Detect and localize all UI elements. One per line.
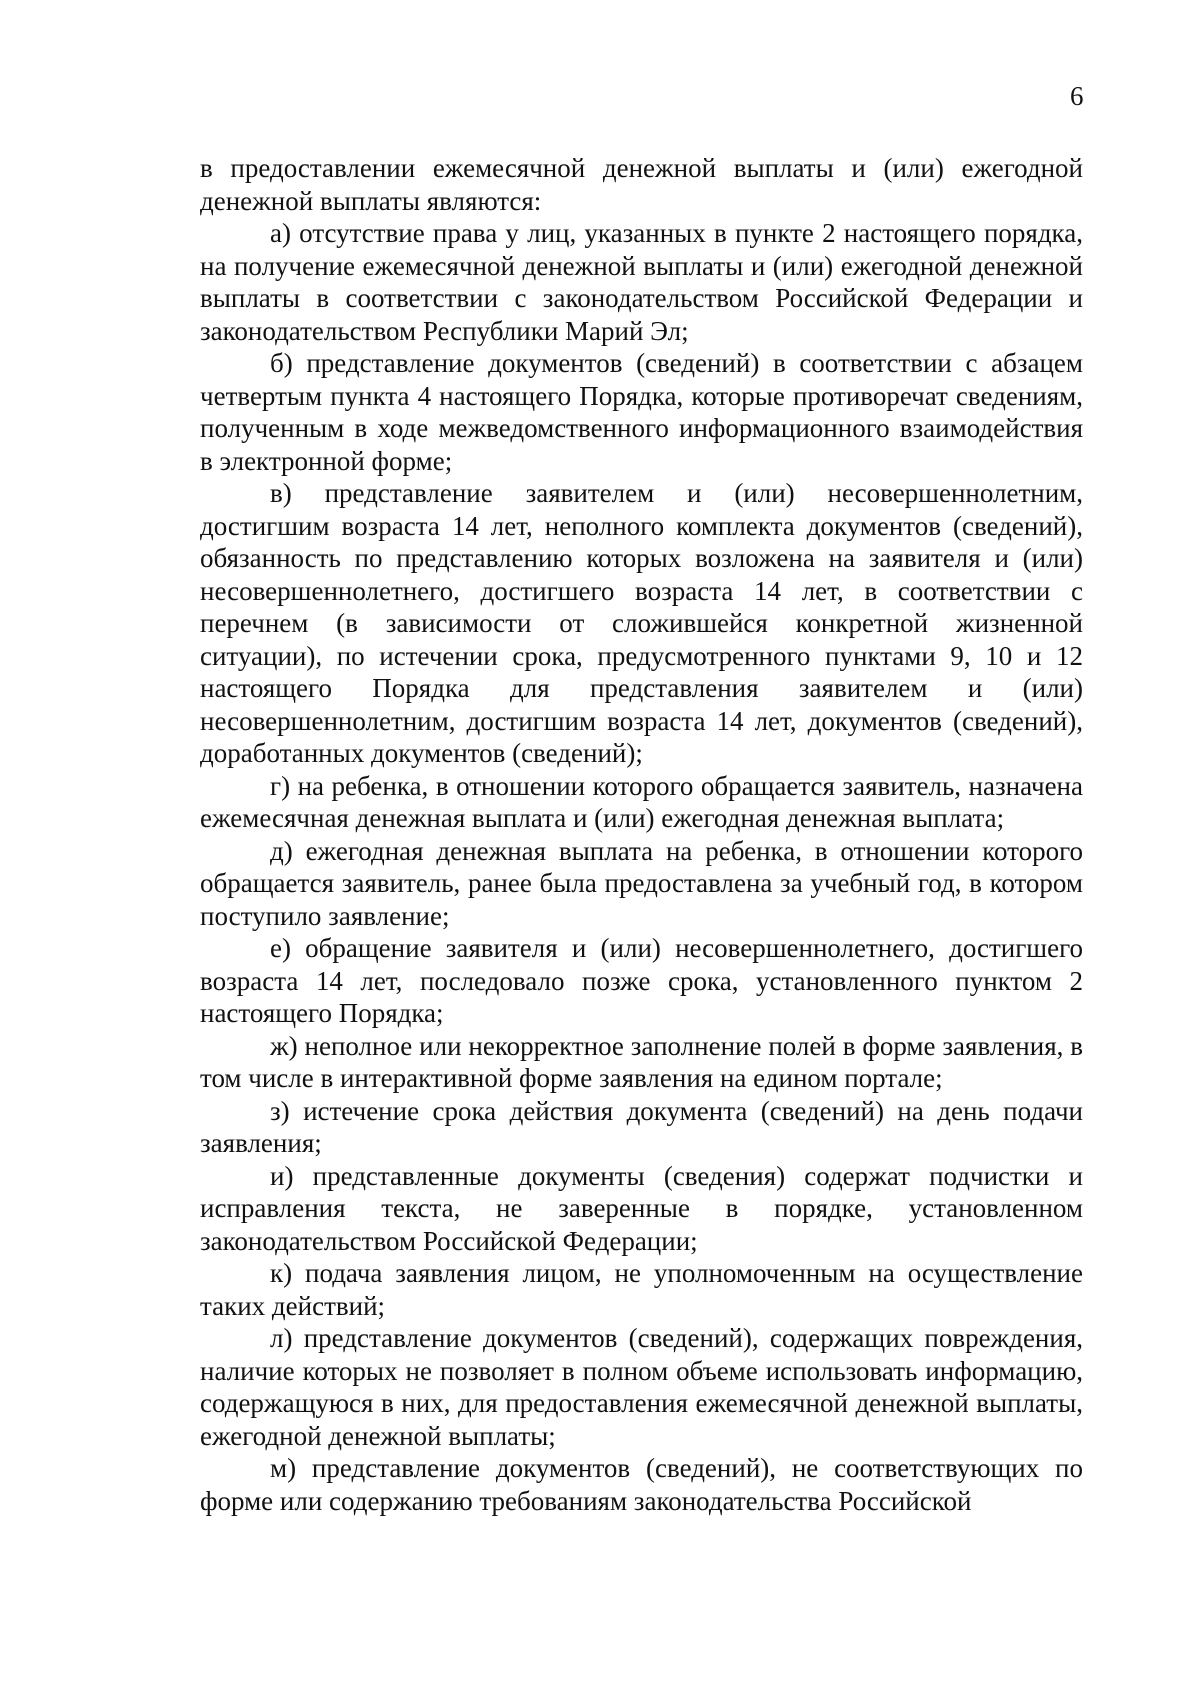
list-item-i: и) представленные документы (сведения) содержат подчистки и исправления текста, не заверенные в порядке, установленном законодательством Российской Федерации; — [200, 1160, 1083, 1256]
document-body — [200, 152, 1083, 1517]
list-item-m: м) представление документов (сведений), не соответствующих по форме или содержанию требованиям законодательства Российской — [200, 1453, 1083, 1516]
paragraph-continuation: в предоставлении ежемесячной денежной выплаты и (или) ежегодной денежной выплаты являются: — [200, 153, 1083, 216]
list-item-a: а) отсутствие права у лиц, указанных в пункте 2 настоящего порядка, на получение ежемесячной денежной выплаты и (или) ежегодной денежной выплаты в соответствии с законодательством Российской Федерации и законодательством Республики Марий Эл; — [200, 218, 1083, 346]
list-item-v: в) представление заявителем и (или) несовершеннолетним, достигшим возраста 14 лет, неполного комплекта документов (сведений), обязанность по представлению которых возложена на заявителя и (или) несовершеннолетнего, достигшего возраста 14 лет, в соответствии с перечнем (в зависимости от сложившейся конкретной жизненной ситуации), по истечении срока, предусмотренного пунктами 9, 10 и 12 настоящего Порядка для представления заявителем и (или) несовершеннолетним, достигшим возраста 14 лет, документов (сведений), доработанных документов (сведений); — [200, 478, 1083, 768]
list-item-g: г) на ребенка, в отношении которого обращается заявитель, назначена ежемесячная денежная выплата и (или) ежегодная денежная выплата; — [200, 770, 1083, 833]
list-item-e: е) обращение заявителя и (или) несовершеннолетнего, достигшего возраста 14 лет, последовало позже срока, установленного пунктом 2 настоящего Порядка; — [200, 933, 1083, 1028]
list-item-zh: ж) неполное или некорректное заполнение полей в форме заявления, в том числе в интерактивной форме заявления на едином портале; — [200, 1030, 1083, 1093]
list-item-l: л) представление документов (сведений), содержащих повреждения, наличие которых не позволяет в полном объеме использовать информацию, содержащуюся в них, для предоставления ежемесячной денежной выплаты, ежегодной денежной выплаты; — [200, 1323, 1083, 1451]
list-item-z: з) истечение срока действия документа (сведений) на день подачи заявления; — [200, 1095, 1083, 1158]
list-item-b: б) представление документов (сведений) в соответствии с абзацем четвертым пункта 4 настоящего Порядка, которые противоречат сведениям, полученным в ходе межведомственного информационного взаимодействия в электронной форме; — [200, 348, 1083, 476]
list-item-k: к) подача заявления лицом, не уполномоченным на осуществление таких действий; — [200, 1258, 1083, 1321]
list-item-d: д) ежегодная денежная выплата на ребенка, в отношении которого обращается заявитель, ранее была предоставлена за учебный год, в котором поступило заявление; — [200, 835, 1083, 931]
page-number: 6 — [1070, 81, 1084, 111]
